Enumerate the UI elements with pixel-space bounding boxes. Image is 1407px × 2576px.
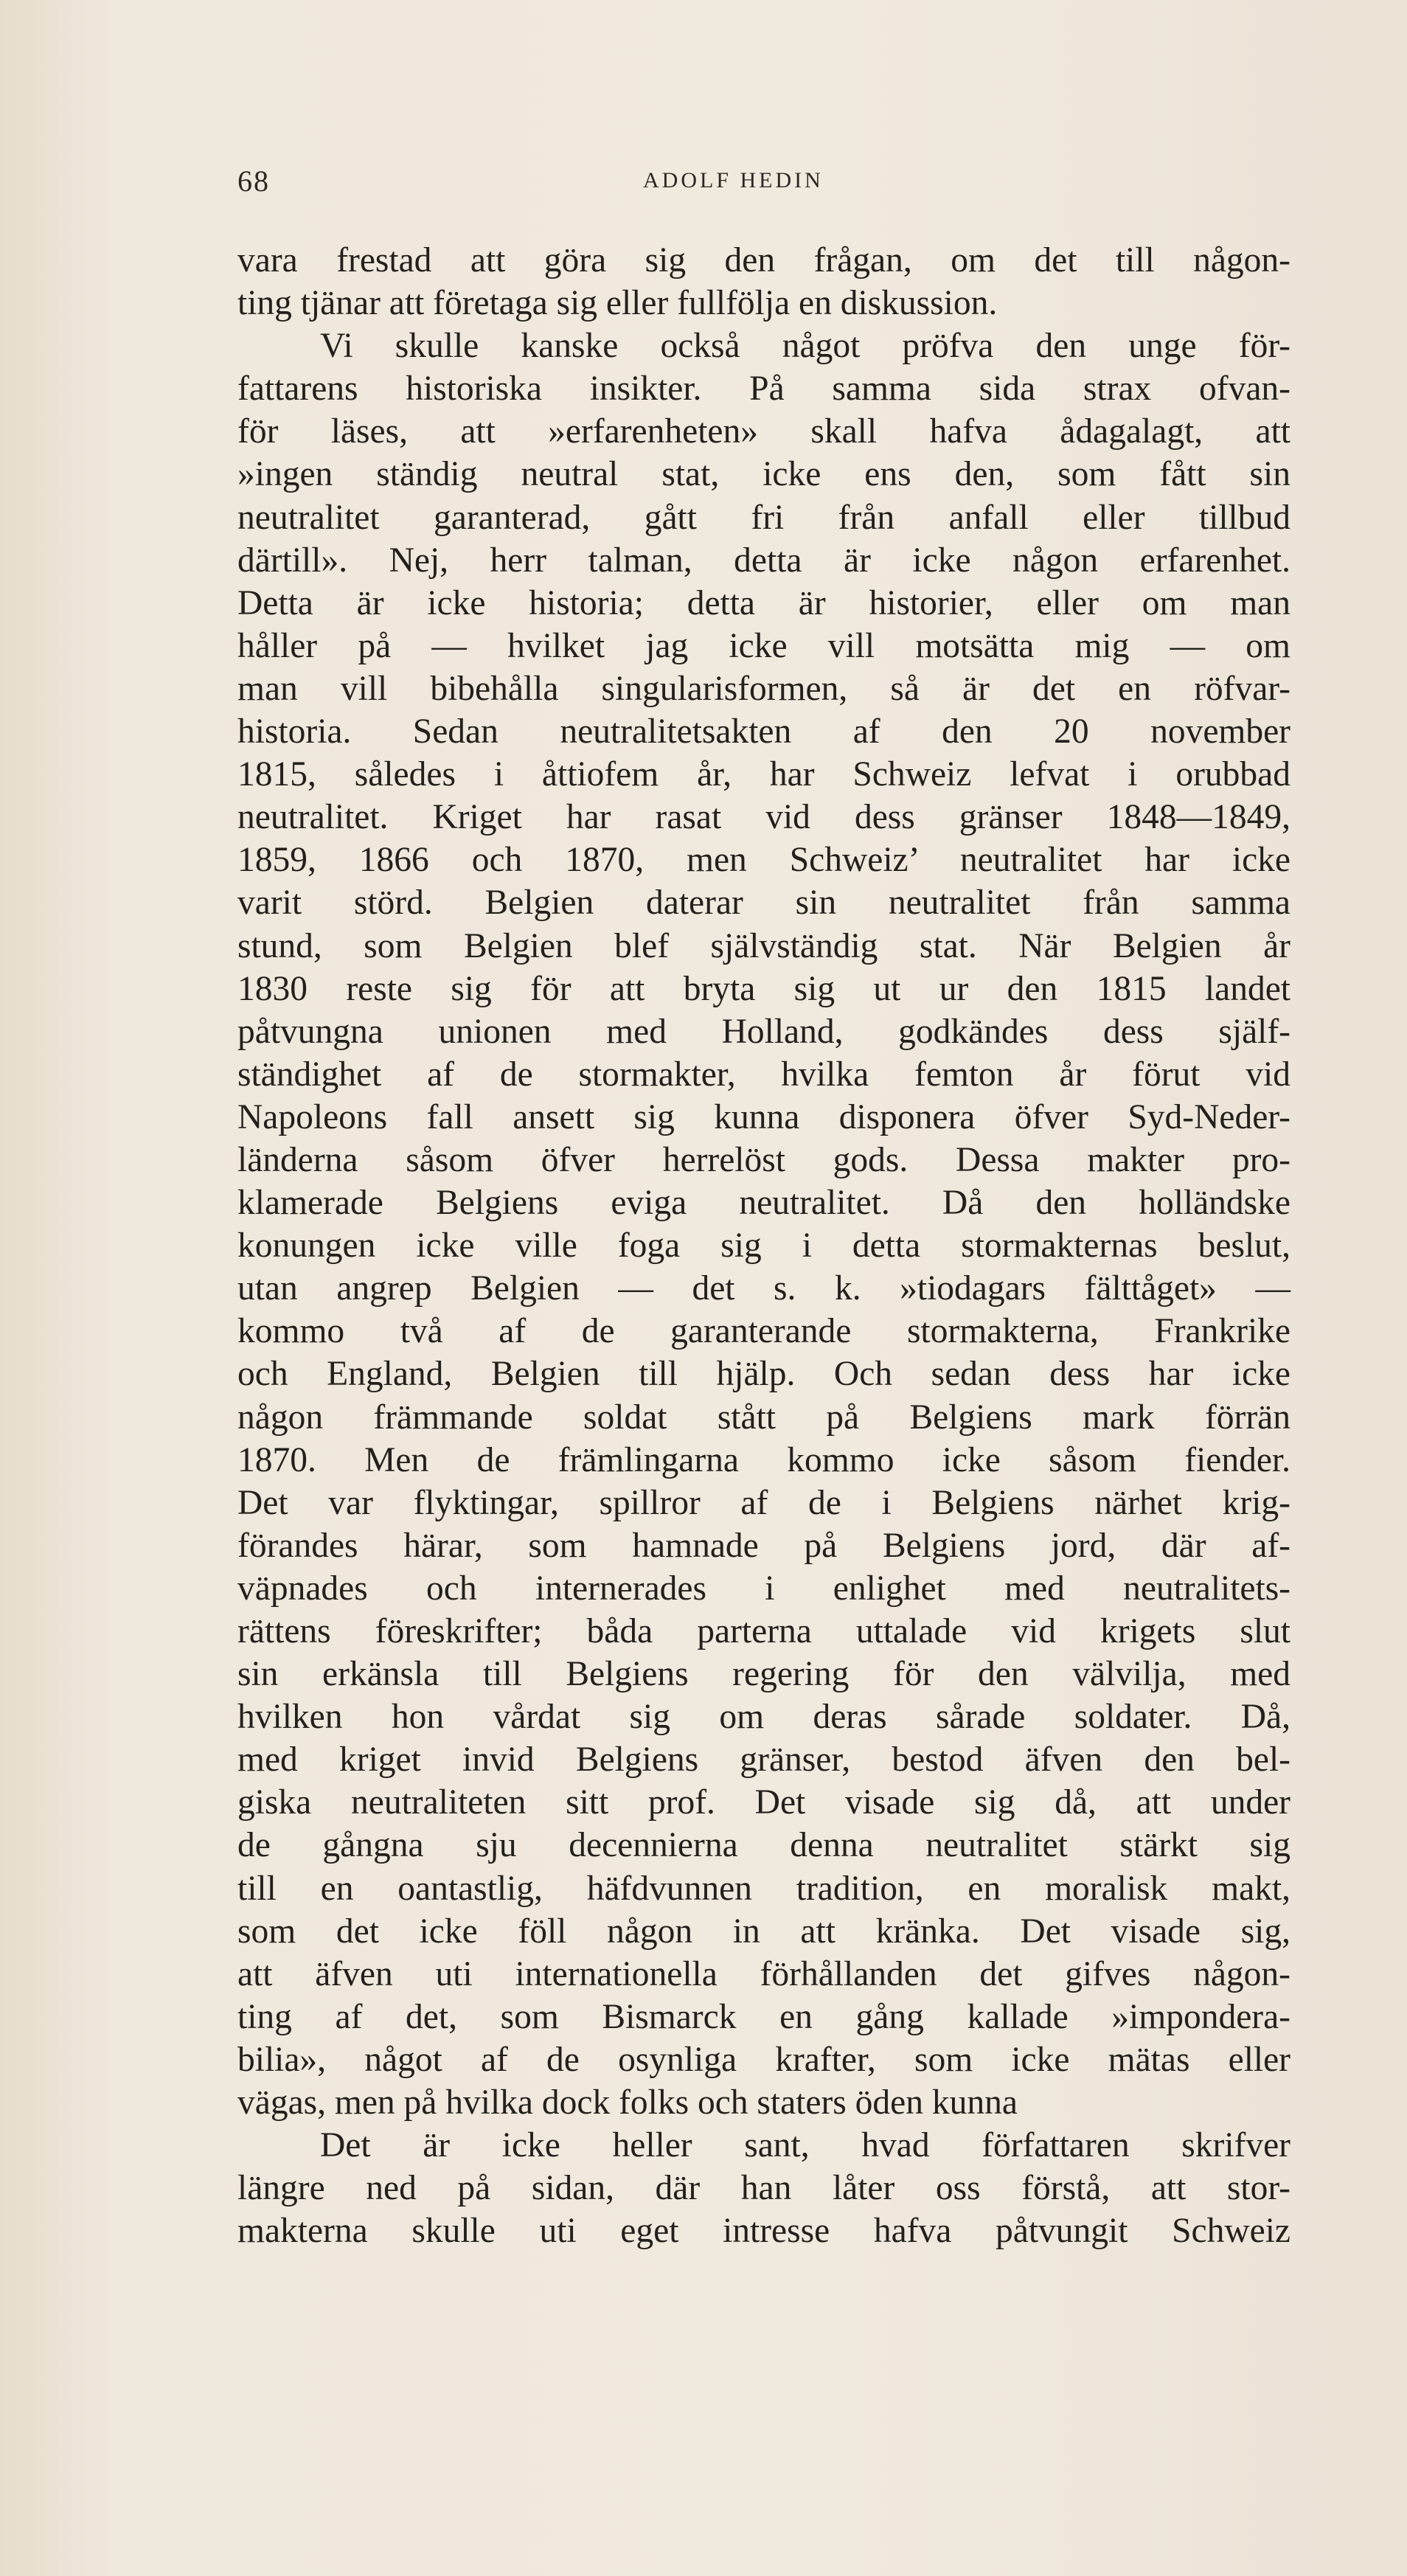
text-line: därtill». Nej, herr talman, detta är icke någon erfarenhet.	[237, 541, 1290, 580]
text-line: väpnades och internerades i enlighet med neutralitets-	[237, 1569, 1290, 1608]
page-header	[237, 164, 1270, 208]
text-line: 1815, således i åttiofem år, har Schweiz lefvat i orubbad	[237, 755, 1290, 794]
text-line: neutralitet garanterad, gått fri från anfall eller tillbud	[237, 498, 1290, 537]
text-line: vara frestad att göra sig den frågan, om det till någon-	[237, 241, 1290, 280]
text-line: historia. Sedan neutralitetsakten af den 20 november	[237, 712, 1290, 751]
text-line: Napoleons fall ansett sig kunna disponera öfver Syd-Neder-	[237, 1097, 1290, 1136]
text-line: 1870. Men de främlingarna kommo icke såsom fiender.	[237, 1440, 1290, 1479]
text-line: klamerade Belgiens eviga neutralitet. Då den holländske	[237, 1184, 1290, 1223]
text-line: länderna såsom öfver herrelöst gods. Dessa makter pro-	[237, 1140, 1290, 1179]
text-line: fattarens historiska insikter. På samma sida strax ofvan-	[237, 369, 1290, 409]
text-line: ting tjänar att företaga sig eller fullfölja en diskussion.	[237, 284, 998, 323]
text-line: utan angrep Belgien — det s. k. »tiodagars fälttåget» —	[237, 1269, 1290, 1308]
text-line: som det icke föll någon in att kränka. Det visade sig,	[237, 1912, 1290, 1951]
text-line: hvilken hon vårdat sig om deras sårade soldater. Då,	[237, 1698, 1290, 1737]
text-line: bilia», något af de osynliga krafter, som icke mätas eller	[237, 2040, 1290, 2079]
text-line: rättens föreskrifter; båda parterna uttalade vid krigets slut	[237, 1612, 1290, 1650]
text-line: och England, Belgien till hjälp. Och sedan dess har icke	[237, 1355, 1290, 1394]
text-line: kommo två af de garanterande stormakterna, Frankrike	[237, 1312, 1290, 1351]
text-line: Detta är icke historia; detta är historier, eller om man	[237, 583, 1290, 622]
text-line: stund, som Belgien blef självständig stat. När Belgien år	[237, 926, 1290, 965]
text-line: Det är icke heller sant, hvad författaren skrifver	[320, 2126, 1290, 2165]
text-line: till en oantastlig, häfdvunnen tradition, en moralisk makt,	[237, 1869, 1290, 1908]
text-line: att äfven uti internationella förhållanden det gifves någon-	[237, 1954, 1290, 1993]
text-line: makterna skulle uti eget intresse hafva påtvungit Schweiz	[237, 2212, 1290, 2251]
text-line: någon främmande soldat stått på Belgiens mark förrän	[237, 1398, 1290, 1437]
text-line: man vill bibehålla singularisformen, så är det en röfvar-	[237, 669, 1290, 708]
text-line: ständighet af de stormakter, hvilka femton år förut vid	[237, 1055, 1290, 1094]
text-line: förandes härar, som hamnade på Belgiens jord, där af-	[237, 1526, 1290, 1565]
text-line: håller på — hvilket jag icke vill motsätta mig — om	[237, 626, 1290, 665]
text-line: Det var flyktingar, spillror af de i Belgiens närhet krig-	[237, 1483, 1290, 1522]
text-line: de gångna sju decennierna denna neutralitet stärkt sig	[237, 1826, 1290, 1865]
text-line: för läses, att »erfarenheten» skall hafva ådagalagt, att	[237, 412, 1290, 451]
text-line: »ingen ständig neutral stat, icke ens den, som fått sin	[237, 455, 1290, 494]
text-line: neutralitet. Kriget har rasat vid dess gränser 1848—1849,	[237, 798, 1290, 837]
body-text	[237, 239, 1290, 2252]
running-head: ADOLF HEDIN	[643, 168, 824, 192]
text-line: giska neutraliteten sitt prof. Det visade sig då, att under	[237, 1783, 1290, 1822]
text-line: konungen icke ville foga sig i detta stormakternas beslut,	[237, 1226, 1290, 1266]
text-line: 1859, 1866 och 1870, men Schweiz’ neutralitet har icke	[237, 841, 1290, 880]
text-line: vägas, men på hvilka dock folks och staters öden kunna	[237, 2083, 1018, 2122]
page-number: 68	[237, 164, 270, 198]
text-line: med kriget invid Belgiens gränser, bestod äfven den bel-	[237, 1740, 1290, 1780]
text-line: Vi skulle kanske också något pröfva den unge för-	[320, 327, 1290, 366]
text-line: längre ned på sidan, där han låter oss förstå, att stor-	[237, 2169, 1290, 2208]
text-line: varit störd. Belgien daterar sin neutralitet från samma	[237, 883, 1290, 923]
text-line: sin erkänsla till Belgiens regering för den välvilja, med	[237, 1655, 1290, 1694]
text-line: påtvungna unionen med Holland, godkändes dess själf-	[237, 1012, 1290, 1051]
text-line: 1830 reste sig för att bryta sig ut ur den 1815 landet	[237, 969, 1290, 1008]
text-line: ting af det, som Bismarck en gång kallade »impondera-	[237, 1997, 1290, 2036]
